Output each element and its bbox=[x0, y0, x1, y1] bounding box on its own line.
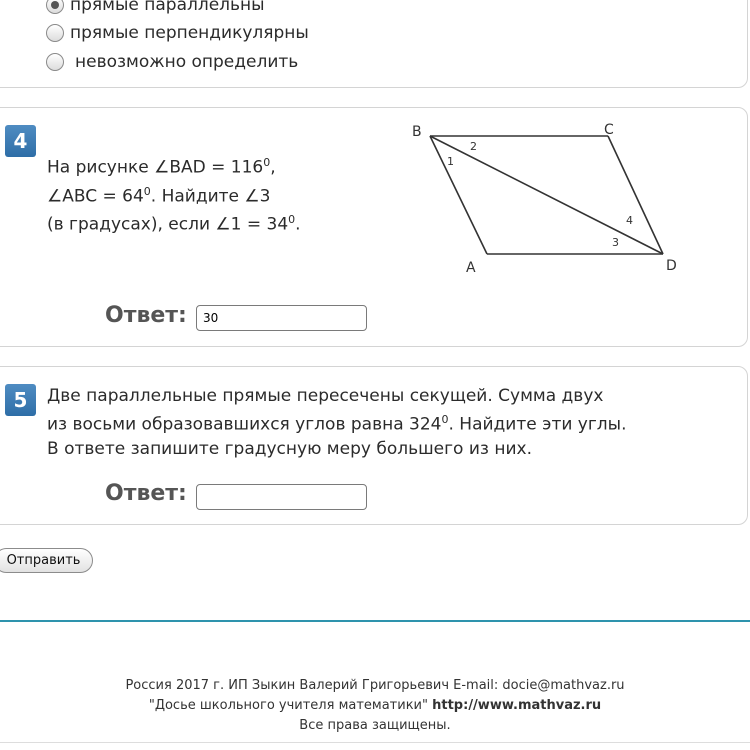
vertex-b-label: B bbox=[412, 124, 422, 140]
q3-option-1[interactable] bbox=[46, 0, 265, 16]
footer-bottom-divider bbox=[0, 742, 750, 743]
footer-site-name: "Досье школьного учителя математики" bbox=[148, 698, 433, 713]
q5-text-line1: Две параллельные прямые пересечены секущей. Сумма двух bbox=[47, 386, 604, 406]
q5-text-line2-end: . Найдите эти углы. bbox=[448, 414, 627, 435]
q4-degree-sup: 0 bbox=[288, 213, 296, 227]
angle-4-label: 4 bbox=[626, 214, 633, 227]
radio-icon[interactable] bbox=[46, 53, 64, 71]
footer-divider bbox=[0, 620, 750, 622]
q3-option-3[interactable] bbox=[46, 51, 298, 73]
footer-rights: Все права защищены. bbox=[299, 718, 451, 733]
vertex-d-label: D bbox=[666, 258, 677, 274]
q4-text-line3: (в градусах), если ∠1 = 34 bbox=[47, 214, 289, 235]
q3-option-1-label: прямые параллельны bbox=[70, 0, 265, 15]
side-ab bbox=[430, 136, 487, 254]
question-5-number-badge: 5 bbox=[5, 384, 36, 416]
q5-text-line3: В ответе запишите градусную меру большего из них. bbox=[47, 438, 532, 459]
q4-text-line2-end: . Найдите ∠3 bbox=[150, 186, 271, 207]
q5-degree-sup: 0 bbox=[441, 413, 449, 426]
submit-button[interactable]: Отправить bbox=[0, 548, 93, 573]
q3-option-2-label: прямые перпендикулярны bbox=[70, 23, 309, 43]
q5-text-line2: из восьми образовавшихся углов равна 324 bbox=[47, 414, 442, 435]
q4-answer-label: Ответ: bbox=[105, 303, 187, 328]
q5-answer-label: Ответ: bbox=[105, 481, 187, 506]
footer bbox=[0, 676, 750, 736]
parallelogram-figure bbox=[404, 118, 694, 278]
question-4-text bbox=[47, 151, 301, 237]
question-5-text bbox=[47, 384, 626, 461]
footer-site-line bbox=[0, 696, 750, 716]
q3-option-2[interactable] bbox=[46, 22, 309, 44]
q4-text-line1-end: , bbox=[270, 157, 276, 178]
radio-icon[interactable] bbox=[46, 24, 64, 42]
q4-degree-sup: 0 bbox=[263, 156, 271, 169]
angle-3-label: 3 bbox=[612, 236, 619, 249]
q4-answer-input[interactable] bbox=[196, 305, 367, 331]
q4-text-line1: На рисунке ∠BAD = 116 bbox=[47, 157, 264, 178]
q5-answer-input[interactable] bbox=[196, 484, 367, 510]
vertex-a-label: A bbox=[466, 260, 476, 276]
question-4-number-badge: 4 bbox=[5, 125, 36, 157]
footer-copyright: Россия 2017 г. ИП Зыкин Валерий Григорьевич E-mail: docie@mathvaz.ru bbox=[125, 678, 625, 693]
angle-2-label: 2 bbox=[470, 140, 477, 153]
q4-text-line3-end: . bbox=[295, 214, 301, 235]
q4-degree-sup: 0 bbox=[143, 184, 151, 198]
radio-checked-icon[interactable] bbox=[46, 0, 64, 14]
q3-option-3-label: невозможно определить bbox=[75, 52, 299, 72]
footer-site-link[interactable]: http://www.mathvaz.ru bbox=[432, 698, 602, 713]
q4-text-line2: ∠ABC = 64 bbox=[47, 186, 144, 207]
diagonal-bd bbox=[430, 136, 663, 254]
angle-1-label: 1 bbox=[447, 155, 454, 168]
vertex-c-label: C bbox=[604, 122, 614, 138]
